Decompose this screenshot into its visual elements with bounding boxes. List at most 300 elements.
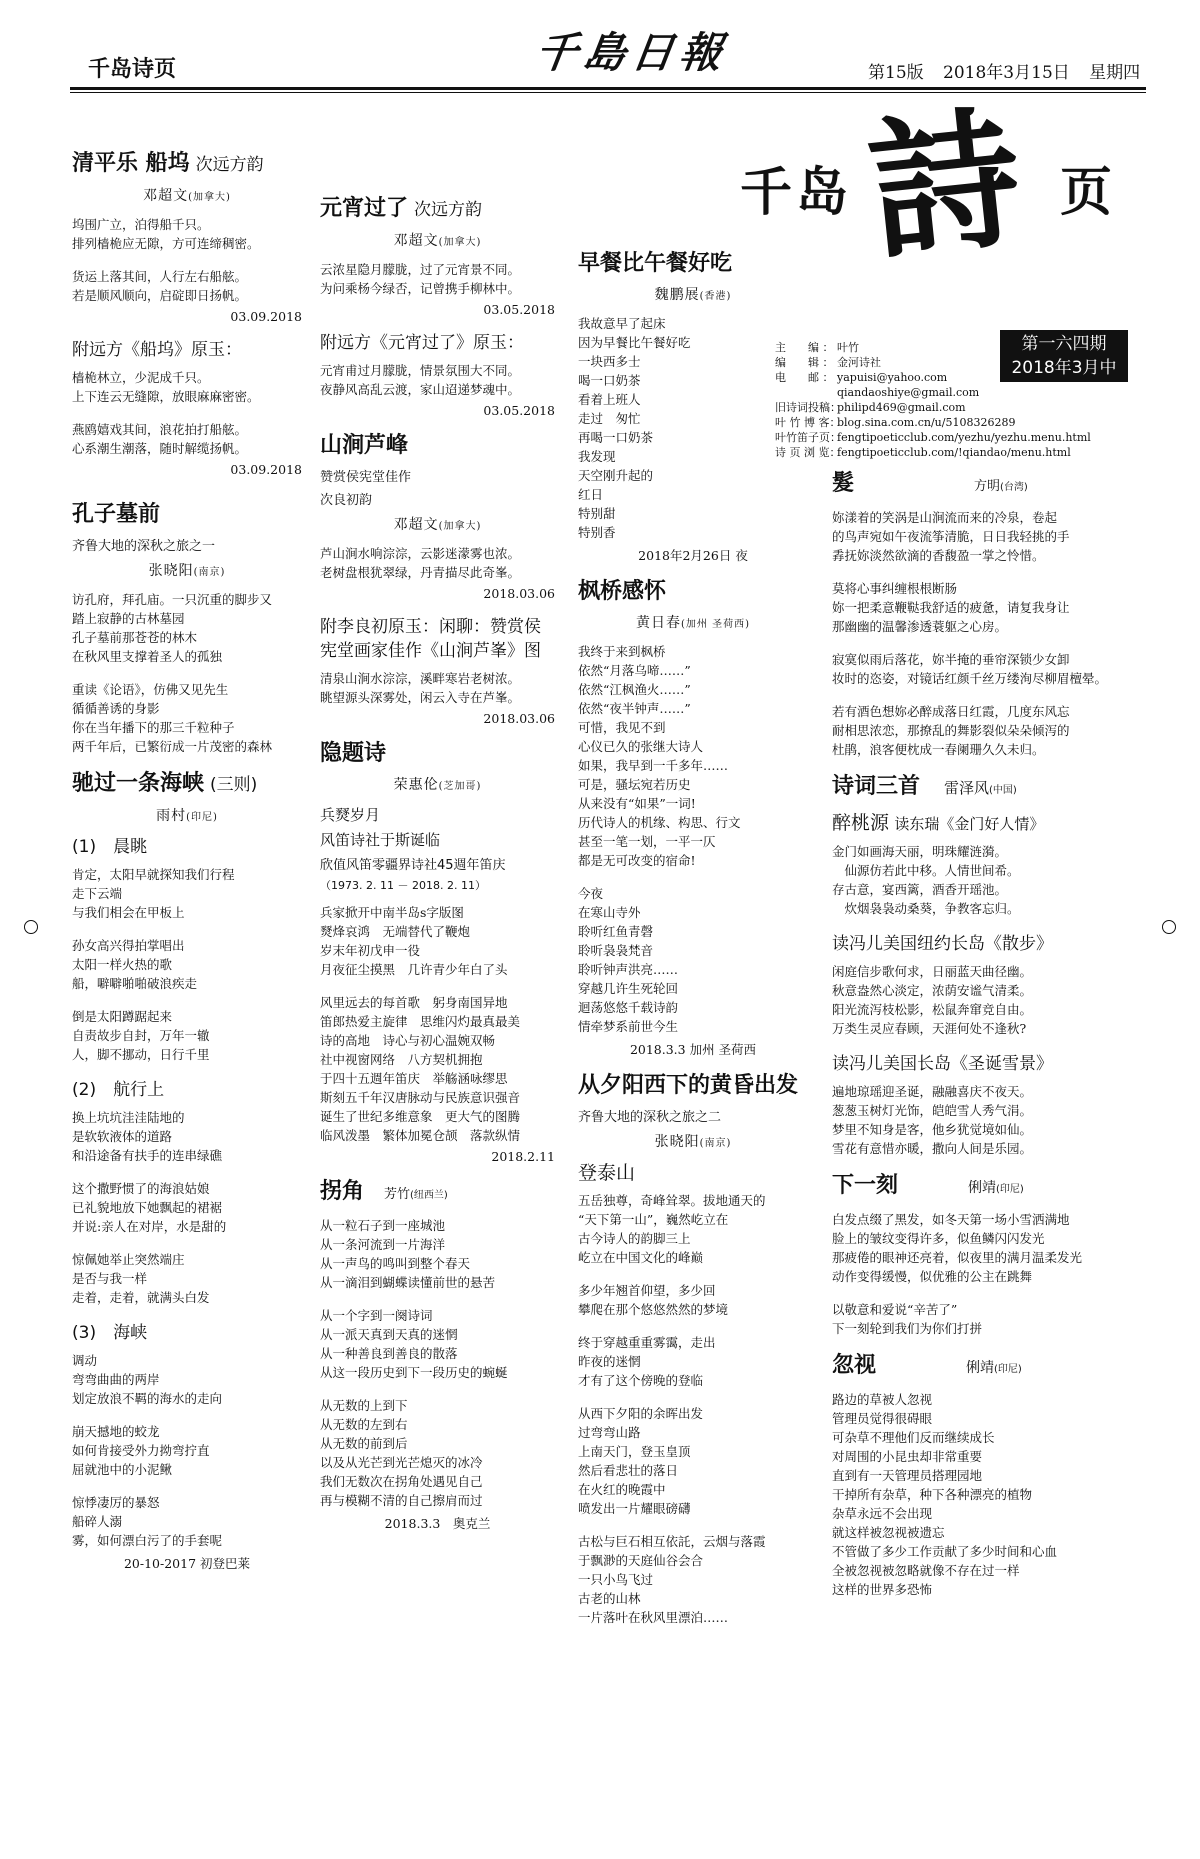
verse-line: 闲庭信步歌何求，日丽蓝天曲径幽。	[832, 964, 1033, 979]
poem-title: 孔子墓前	[72, 502, 161, 527]
verse-line: 干掉所有杂草，种下各种漂亮的植物	[832, 1487, 1033, 1502]
stanza	[320, 1216, 555, 1292]
verse-line: 若有酒色想妳必醉成落日红霞，几度东风忘	[832, 704, 1070, 719]
stanza	[320, 544, 555, 582]
poem-section-heading: (2) 航行上	[72, 1080, 165, 1100]
stanza	[578, 314, 808, 542]
poem-section-heading: 读冯儿美国长岛《圣诞雪景》	[832, 1054, 1053, 1074]
poem-tagline: 赞赏侯宪堂佳作	[320, 470, 412, 485]
stanza	[72, 1007, 302, 1064]
verse-line: 妆时的恣姿，对镜话红颜千丝万缕洵尽柳眉檀晕。	[832, 671, 1108, 686]
verse-line: 笛郎热爱主旋律 思维闪灼最真最美	[320, 1014, 521, 1029]
verse-line: 崩天撼地的蛟龙	[72, 1424, 160, 1439]
verse-line: 妳一把柔意鞭鞑我舒适的疲惫，请复我身让	[832, 600, 1070, 615]
verse-line: 迴荡悠悠千载诗韵	[578, 1000, 679, 1015]
verse-line: 过弯弯山路	[578, 1425, 641, 1440]
verse-line: 从一粒石子到一座城池	[320, 1218, 446, 1233]
verse-line: 雪花有意惜亦暖，撒向人间是乐园。	[832, 1141, 1033, 1156]
poem-date: 2018年2月26日 夜	[638, 548, 748, 563]
poem-section-heading: 登泰山	[578, 1162, 636, 1184]
stanza	[578, 1532, 808, 1627]
stanza	[72, 1351, 302, 1408]
verse-line: 从一派天真到天真的迷惘	[320, 1327, 458, 1342]
verse-line: 为问乘杨今绿否，记曾携手柳林中。	[320, 281, 521, 296]
staff-value: 金河诗社	[837, 356, 881, 369]
stanza	[320, 260, 555, 298]
poem-title: 诗词三首 雷泽风(中国)	[832, 774, 1017, 799]
staff-value: yapuisi@yahoo.com	[837, 371, 948, 384]
stanza	[578, 1404, 808, 1518]
verse-line: 踏上寂静的古林墓园	[72, 611, 185, 626]
verse-line: 情牵梦系前世今生	[578, 1019, 679, 1034]
verse-line: 直到有一天管理员搭理园地	[832, 1468, 983, 1483]
verse-line: 阳光流泻枝松影，松鼠奔窜竞自由。	[832, 1002, 1033, 1017]
poem-title: 髮 方明(台湾)	[832, 471, 1028, 496]
verse-line: 白发点缀了黑发，如冬天第一场小雪洒满地	[832, 1212, 1070, 1227]
masthead	[0, 0, 1200, 85]
verse-line: 云浓星隐月朦胧，过了元宵景不同。	[320, 262, 521, 277]
weekday: 星期四	[1089, 63, 1141, 83]
verse-line: 我发现	[578, 449, 616, 464]
verse-line: 社中视窗网络 八方契机拥抱	[320, 1052, 483, 1067]
verse-line: 孔子墓前那苍苍的林木	[72, 630, 198, 645]
verse-line: 你在当年播下的那三千粒种子	[72, 720, 235, 735]
poem-section-heading: 读冯儿美国纽约长岛《散步》	[832, 934, 1053, 954]
verse-line: 夜静风高乱云渡，家山迢递梦魂中。	[320, 382, 521, 397]
verse-line: 自责故步自封，万年一辙	[72, 1028, 210, 1043]
verse-line: 一片落叶在秋风里漂泊……	[578, 1610, 729, 1625]
verse-line: 下一刻轮到我们为你们打拼	[832, 1321, 983, 1336]
stanza	[320, 903, 555, 979]
poem-date: 20-10-2017 初登巴莱	[123, 1556, 251, 1571]
verse-line: 古松与巨石相互依託，云烟与落霞	[578, 1534, 766, 1549]
verse-line: 是否与我一样	[72, 1271, 148, 1286]
verse-line: 才有了这个傍晚的登临	[578, 1373, 704, 1388]
staff-row	[775, 385, 1195, 400]
verse-line: 对周围的小昆虫却非常重要	[832, 1449, 983, 1464]
verse-line: 如何肯接受外力拗弯拧直	[72, 1443, 210, 1458]
staff-label: 主 编 ：	[775, 341, 834, 354]
stanza	[72, 936, 302, 993]
verse-line: 太阳一样火热的歌	[72, 957, 173, 972]
verse-line: 特别香	[578, 525, 616, 540]
verse-line: 月夜征尘摸黑 几许青少年白了头	[320, 962, 508, 977]
verse-line: 老树盘根犹翠绿，丹青描尽此奇峯。	[320, 565, 521, 580]
verse-line: 存古意，宴西篱，酒香开瑶池。	[832, 882, 1008, 897]
poem-title: 隐题诗	[320, 741, 387, 766]
verse-line: 惊悸凄厉的暴怒	[72, 1495, 160, 1510]
publish-date: 2018年3月15日	[943, 63, 1070, 83]
verse-line: 调动	[72, 1353, 98, 1368]
verse-line: 船碎人溺	[72, 1514, 123, 1529]
stanza	[832, 842, 1132, 918]
verse-line: 那幽幽的温馨渗透蓑躯之心房。	[832, 619, 1008, 634]
verse-line: 可惜，我见不到	[578, 720, 666, 735]
issue-number: 第一六四期	[1021, 334, 1107, 354]
poem-author: 黄日春(加州 圣荷西)	[636, 615, 750, 631]
poem-title: 拐角 芳竹(纽西兰)	[320, 1179, 448, 1204]
stanza	[320, 361, 555, 399]
verse-line: 再与模糊不清的自己擦肩而过	[320, 1493, 483, 1508]
stanza	[832, 1082, 1132, 1158]
verse-line: 若是顺风顺向，启碇即日扬帆。	[72, 288, 248, 303]
verse-line: 倒是太阳蹲踞起来	[72, 1009, 173, 1024]
verse-line: 一块西多士	[578, 354, 641, 369]
stanza	[320, 1396, 555, 1510]
verse-line: 以及从光芒到光芒熄灭的冰冷	[320, 1455, 483, 1470]
verse-line: 排列樯桅应无隙，方可连缔稠密。	[72, 236, 260, 251]
verse-line: 孙女高兴得拍掌唱出	[72, 938, 185, 953]
verse-line: 走过 匆忙	[578, 411, 641, 426]
verse-line: 聆听袅袅梵音	[578, 943, 654, 958]
stanza	[72, 368, 302, 406]
poem-author: 邓超文(加拿大)	[143, 188, 231, 204]
verse-line: 并说:亲人在对岸，水是甜的	[72, 1219, 227, 1234]
poem-subtitle: 附李良初原玉：闲聊：赞赏侯宪堂画家佳作《山涧芦峯》图	[320, 617, 541, 661]
verse-line: 从一条河流到一片海洋	[320, 1237, 446, 1252]
verse-line: 划定放浪不羁的海水的走向	[72, 1391, 223, 1406]
issue-info	[868, 58, 1154, 83]
poem-title: 山涧芦峰	[320, 433, 409, 458]
poem-author: 荣惠伦(芝加哥)	[393, 777, 482, 793]
edition-number: 第15版	[868, 63, 924, 83]
verse-line: 妳漾着的笑涡是山涧流而来的冷泉，卷起	[832, 510, 1058, 525]
verse-line: 脸上的皱纹变得许多，似鱼鳞闪闪发光	[832, 1231, 1045, 1246]
poem-date: 2018.3.3 奥克兰	[384, 1516, 491, 1531]
verse-line: 依然“夜半钟声……”	[578, 701, 691, 716]
verse-line: 访孔府，拜孔庙。一只沉重的脚步又	[72, 592, 273, 607]
verse-line: 古老的山林	[578, 1591, 641, 1606]
verse-line: 从无数的前到后	[320, 1436, 408, 1451]
staff-value: qiandaoshiye@gmail.com	[837, 386, 980, 399]
verse-line: 从这一段历史到下一段历史的蜿蜒	[320, 1365, 508, 1380]
stanza	[578, 884, 808, 1036]
staff-value: 叶竹	[837, 341, 859, 354]
verse-line: “天下第一山”，巍然屹立在	[578, 1212, 729, 1227]
verse-line: 一只小鸟飞过	[578, 1572, 654, 1587]
verse-line: 雾，如何漂白污了的手套呢	[72, 1533, 223, 1548]
poem-subtitle: 附远方《元宵过了》原玉：	[320, 333, 524, 353]
stanza	[320, 669, 555, 707]
verse-line: 特别甜	[578, 506, 616, 521]
verse-line: 耐相思浓恋，那撩乱的舞影裂似朵朵倾泻的	[832, 723, 1070, 738]
verse-line: 是软软液体的道路	[72, 1129, 173, 1144]
stanza	[578, 1333, 808, 1390]
poem-title: 驰过一条海峡 (三则)	[72, 771, 258, 796]
brand-part-1: 千岛	[740, 163, 853, 223]
stanza	[72, 1179, 302, 1236]
verse-line: 看着上班人	[578, 392, 641, 407]
verse-line: 芦山涧水响淙淙，云影迷濛雾也浓。	[320, 546, 521, 561]
acrostic-heading: 欣值风笛零疆界诗社45週年笛庆	[320, 858, 506, 873]
column-2	[320, 195, 555, 1546]
stanza	[832, 962, 1132, 1038]
verse-line: 元宵甫过月朦胧，情景氛围大不同。	[320, 363, 521, 378]
staff-value: fengtipoeticclub.com/yezhu/yezhu.menu.html	[837, 431, 1091, 444]
stanza	[320, 993, 555, 1145]
stanza	[578, 642, 808, 870]
verse-line: 循循善诱的身影	[72, 701, 160, 716]
verse-line: 莫将心事纠缠根根断肠	[832, 581, 958, 596]
verse-line: 秋意盎然心淡定，浓荫安谧气清柔。	[832, 983, 1033, 998]
verse-line: 斯刻五千年汉唐脉动与民族意识强音	[320, 1090, 521, 1105]
poem-title: 忽视 俐靖(印尼)	[832, 1353, 1022, 1378]
verse-line: 动作变得缓慢，似优雅的公主在跳舞	[832, 1269, 1033, 1284]
verse-line: 在秋风里支撑着圣人的孤独	[72, 649, 223, 664]
stanza	[72, 865, 302, 922]
newspaper-logo: 千島日報	[532, 28, 732, 77]
staff-label: 诗 页 浏 览：	[775, 446, 841, 459]
verse-line: 我故意早了起床	[578, 316, 666, 331]
verse-line: 人，脚不挪动，日行千里	[72, 1047, 210, 1062]
verse-line: 从一个字到一阕诗词	[320, 1308, 433, 1323]
verse-line: 如果，我早到一千多年……	[578, 758, 729, 773]
verse-line: 换上坑坑洼洼陆地的	[72, 1110, 185, 1125]
verse-line: 眺望源头深雾处，闲云入寺在芦峯。	[320, 690, 521, 705]
verse-line: 寂寞似雨后落花，妳半掩的垂帘深锁少女卸	[832, 652, 1070, 667]
staff-row	[775, 400, 1195, 415]
stanza	[578, 1281, 808, 1319]
verse-line: 走下云端	[72, 886, 123, 901]
verse-line: 燹烽哀鸿 无端替代了鞭炮	[320, 924, 471, 939]
stanza	[72, 1493, 302, 1550]
masthead-rule	[70, 87, 1146, 90]
verse-line: 终于穿越重重雾霭，走出	[578, 1335, 716, 1350]
verse-line: 弯弯曲曲的两岸	[72, 1372, 160, 1387]
brand-part-3: 页	[1060, 163, 1113, 223]
staff-label: 叶 竹 博 客：	[775, 416, 841, 429]
poem-title: 元宵过了 次远方韵	[320, 196, 483, 221]
staff-value: blog.sina.com.cn/u/5108326289	[837, 416, 1016, 429]
verse-line: 岁末年初戊申一役	[320, 943, 421, 958]
poem-section-heading: (3) 海峡	[72, 1323, 148, 1343]
verse-line: 从无数的上到下	[320, 1398, 408, 1413]
verse-line: 葱葱玉树灯光饰，皑皑雪人秀气涓。	[832, 1103, 1033, 1118]
verse-line: 从一滴泪到蝴蝶读懂前世的悬苦	[320, 1275, 496, 1290]
verse-line: 临风泼墨 繁体加冕仓颉 落款纵情	[320, 1128, 521, 1143]
poem-date: 2018.3.3 加州 圣荷西	[629, 1042, 757, 1057]
poem-date: 2018.03.06	[483, 586, 555, 601]
column-1	[72, 150, 302, 1586]
verse-line: 喷发出一片耀眼磅礴	[578, 1501, 691, 1516]
poem-date: 03.05.2018	[483, 302, 555, 317]
poem-author: 邓超文(加拿大)	[393, 233, 482, 249]
verse-line: 喝一口奶茶	[578, 373, 641, 388]
staff-label: 电 邮 ：	[775, 371, 834, 384]
verse-line: 在火红的晚霞中	[578, 1482, 666, 1497]
section-name: 千岛诗页	[88, 57, 177, 82]
poem-section-heading: 醉桃源 读东瑞《金门好人情》	[832, 812, 1045, 834]
verse-line: 杜鹃，浪客便枕成一春阑珊久久未归。	[832, 742, 1045, 757]
verse-line: 全被忽视被忽略就像不存在过一样	[832, 1563, 1020, 1578]
verse-line: 重读《论语》，仿佛又见先生	[72, 682, 229, 697]
poem-title: 下一刻 俐靖(印尼)	[832, 1173, 1024, 1198]
poem-tagline: 齐鲁大地的深秋之旅之一	[72, 539, 216, 554]
verse-line: 不管做了多少工作贡献了多少时间和心血	[832, 1544, 1058, 1559]
poem-author: 雨村(印尼)	[156, 808, 218, 824]
stanza	[832, 1390, 1132, 1599]
verse-line: 兵家掀开中南半岛s字版图	[320, 905, 464, 920]
verse-line: 因为早餐比午餐好吃	[578, 335, 691, 350]
stanza	[578, 1191, 808, 1267]
verse-line: 屈就池中的小泥鳅	[72, 1462, 173, 1477]
verse-line: 上南天门，登玉皇顶	[578, 1444, 691, 1459]
verse-line: 诗的高地 诗心与初心温婉双畅	[320, 1033, 496, 1048]
registration-mark	[1162, 920, 1176, 934]
verse-line: 从一种善良到善良的散落	[320, 1346, 458, 1361]
poem-title: 早餐比午餐好吃	[578, 251, 733, 276]
stanza	[832, 1210, 1132, 1286]
acrostic-dates: （1973. 2. 11 － 2018. 2. 11）	[320, 879, 486, 892]
registration-mark	[24, 920, 38, 934]
verse-line: 已礼貌地放下她飘起的裙裾	[72, 1200, 223, 1215]
verse-line: 可杂草不理他们反而继续成长	[832, 1430, 995, 1445]
stanza	[320, 1306, 555, 1382]
poem-date: 03.09.2018	[230, 309, 302, 324]
stanza	[72, 1108, 302, 1165]
stanza	[72, 267, 302, 305]
poem-author: 魏鹏展(香港)	[654, 287, 732, 303]
stanza	[832, 702, 1132, 759]
verse-line: 船，噼噼啪啪破浪疾走	[72, 976, 198, 991]
verse-line: 燕鸥嬉戏其间，浪花拍打船舷。	[72, 422, 248, 437]
stanza	[832, 1300, 1132, 1338]
verse-line: 依然“江枫渔火……”	[578, 682, 691, 697]
verse-line: 遍地琼瑶迎圣诞，融融喜庆不夜天。	[832, 1084, 1033, 1099]
verse-line: 再喝一口奶茶	[578, 430, 654, 445]
staff-row	[775, 415, 1195, 430]
verse-line: 然后看悲壮的落日	[578, 1463, 679, 1478]
staff-label: 叶竹笛子页：	[775, 431, 841, 444]
verse-line: 樯桅林立，少泥成千只。	[72, 370, 210, 385]
stanza	[832, 579, 1132, 636]
poem-author: 邓超文(加拿大)	[393, 517, 482, 533]
verse-line: 于飘渺的天庭仙谷会合	[578, 1553, 704, 1568]
verse-line: 穿越几许生死轮回	[578, 981, 679, 996]
poem-section-heading: (1) 晨眺	[72, 837, 148, 857]
poem-title: 枫桥感怀	[578, 579, 667, 604]
poem-author: 张晓阳(南京)	[654, 1134, 732, 1150]
poem-date: 03.05.2018	[483, 403, 555, 418]
verse-line: 两千年后，已繁衍成一片茂密的森林	[72, 739, 273, 754]
column-3	[578, 250, 808, 1641]
verse-line: 今夜	[578, 886, 604, 901]
verse-line: 就这样被忽视被遗忘	[832, 1525, 945, 1540]
verse-line: 和沿途备有扶手的连串绿礁	[72, 1148, 223, 1163]
verse-line: 与我们相会在甲板上	[72, 905, 185, 920]
verse-line: 可是，骚坛宛若历史	[578, 777, 691, 792]
staff-row	[775, 445, 1195, 460]
acrostic-heading: 风笛诗社于斯诞临	[320, 831, 441, 849]
verse-line: 心系潮生潮落，随时解缆扬帆。	[72, 441, 248, 456]
verse-line: 历代诗人的机缘、构思、行文	[578, 815, 741, 830]
poem-author: 张晓阳(南京)	[148, 563, 226, 579]
verse-line: 那疲倦的眼神还亮着，似夜里的满月温柔发光	[832, 1250, 1083, 1265]
staff-row	[775, 340, 1195, 355]
stanza	[72, 590, 302, 666]
verse-line: 金门如画海天丽，明珠耀涟漪。	[832, 844, 1008, 859]
poem-title: 清平乐 船坞 次远方韵	[72, 151, 264, 176]
verse-line: 仙源仿若此中移。人情世间希。	[832, 863, 1020, 878]
staff-value: fengtipoeticclub.com/!qiandao/menu.html	[837, 446, 1071, 459]
staff-row	[775, 370, 1195, 385]
verse-line: 我终于来到枫桥	[578, 644, 666, 659]
verse-line: 我们无数次在拐角处遇见自己	[320, 1474, 483, 1489]
verse-line: 炊烟袅袅动桑葵，争教客忘归。	[832, 901, 1020, 916]
verse-line: 走着，走着，就满头白发	[72, 1290, 210, 1305]
verse-line: 惊佩她举止突然端庄	[72, 1252, 185, 1267]
verse-line: 梦里不知身是客，他乡犹觉境如仙。	[832, 1122, 1033, 1137]
verse-line: 路边的草被人忽视	[832, 1392, 933, 1407]
verse-line: 上下连云无缝隙，放眼麻麻密密。	[72, 389, 260, 404]
staff-list	[775, 340, 1195, 460]
verse-line: 这个撒野惯了的海浪姑娘	[72, 1181, 210, 1196]
verse-line: 古今诗人的韵脚三上	[578, 1231, 691, 1246]
acrostic-heading: 兵燹岁月	[320, 806, 381, 824]
verse-line: 从无数的左到右	[320, 1417, 408, 1432]
verse-line: 于四十五週年笛庆 举觞涵咏缪思	[320, 1071, 508, 1086]
verse-line: 掱抚妳淡然欲滴的香馥盈一掌之怜惜。	[832, 548, 1045, 563]
verse-line: 聆听红鱼青磬	[578, 924, 654, 939]
verse-line: 肯定，太阳早就探知我们行程	[72, 867, 235, 882]
poem-date: 2018.2.11	[491, 1149, 555, 1164]
verse-line: 甚至一笔一划，一平一仄	[578, 834, 716, 849]
poem-tagline: 次良初韵	[320, 493, 373, 508]
verse-line: 管理员觉得很碍眼	[832, 1411, 933, 1426]
verse-line: 都是无可改变的宿命!	[578, 853, 696, 868]
verse-line: 聆听钟声洪亮……	[578, 962, 679, 977]
poem-subtitle: 附远方《船坞》原玉：	[72, 340, 242, 360]
verse-line: 天空刚升起的	[578, 468, 654, 483]
poem-tagline: 齐鲁大地的深秋之旅之二	[578, 1110, 722, 1125]
verse-line: 屹立在中国文化的峰巅	[578, 1250, 704, 1265]
verse-line: 依然“月落乌啼……”	[578, 663, 691, 678]
verse-line: 坞围广立，泊得船千只。	[72, 217, 210, 232]
verse-line: 万类生灵应春顾，天涯何处不逢秋?	[832, 1021, 1027, 1036]
verse-line: 从西下夕阳的余晖出发	[578, 1406, 704, 1421]
verse-line: 从一声鸟的鸣叫到整个春天	[320, 1256, 471, 1271]
verse-line: 多少年翘首仰望，多少回	[578, 1283, 716, 1298]
poem-title: 从夕阳西下的黄昏出发	[578, 1073, 799, 1098]
verse-line: 心仪已久的张继大诗人	[578, 739, 704, 754]
stanza	[72, 1422, 302, 1479]
verse-line: 昨夜的迷惘	[578, 1354, 641, 1369]
staff-row	[775, 430, 1195, 445]
verse-line: 以敬意和爱说“辛苦了”	[832, 1302, 958, 1317]
column-4	[832, 470, 1132, 1613]
staff-row	[775, 355, 1195, 370]
stanza	[72, 680, 302, 756]
verse-line: 攀爬在那个悠悠然然的梦境	[578, 1302, 729, 1317]
staff-label: 编 辑 ：	[775, 356, 834, 369]
stanza	[832, 650, 1132, 688]
verse-line: 清泉山涧水淙淙，溪畔寒岩老树浓。	[320, 671, 521, 686]
verse-line: 的鸟声宛如午夜流筝清脆，日日我轻挑的手	[832, 529, 1070, 544]
verse-line: 诞生了世纪多维意象 更大气的图腾	[320, 1109, 521, 1124]
staff-label: 旧诗词投稿：	[775, 401, 841, 414]
verse-line: 这样的世界多恐怖	[832, 1582, 933, 1597]
stanza	[72, 420, 302, 458]
verse-line: 杂草永远不会出现	[832, 1506, 933, 1521]
verse-line: 从来没有“如果”一词!	[578, 796, 696, 811]
issue-date: 2018年3月中	[1011, 358, 1117, 378]
stanza	[72, 215, 302, 253]
verse-line: 五岳独尊，奇峰耸翠。拔地通天的	[578, 1193, 766, 1208]
brand-calligraphy: 詩	[861, 89, 1029, 281]
verse-line: 在寒山寺外	[578, 905, 641, 920]
stanza	[832, 508, 1132, 565]
verse-line: 货运上落其间，人行左右船舷。	[72, 269, 248, 284]
